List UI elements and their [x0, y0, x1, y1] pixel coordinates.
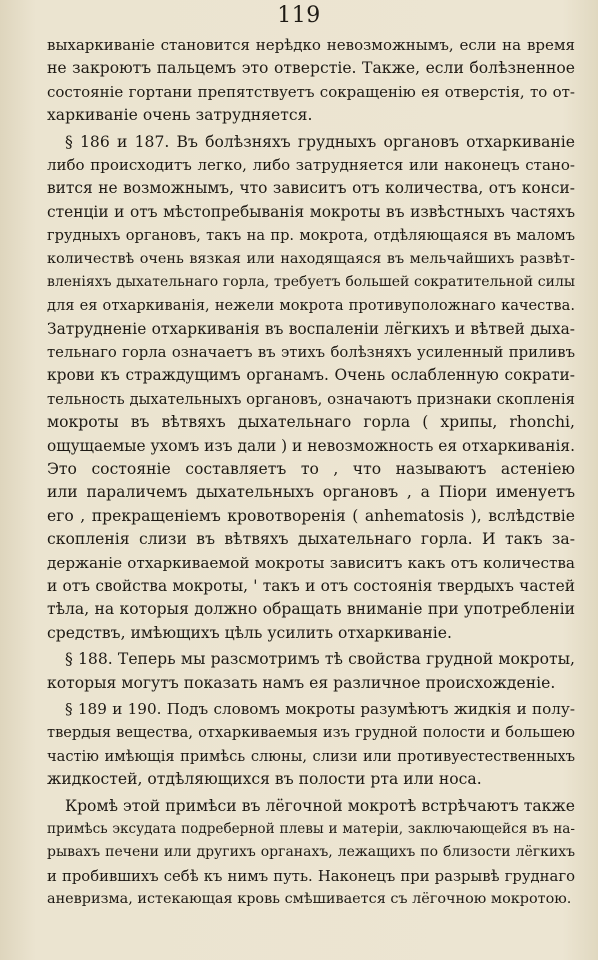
body-text: [47, 34, 575, 911]
text-line: не закроютъ пальцемъ это отверстіе. Также, если болѣзненное: [47, 59, 575, 78]
text-line: стенціи и отъ мѣстопребыванія мокроты въ извѣстныхъ частяхъ: [47, 202, 575, 221]
text-line: Затрудненіе отхаркиванія въ воспаленіи лёгкихъ и вѣтвей дыха-: [47, 319, 575, 338]
text-line: ощущаемые ухомъ изъ дали ) и невозможность ея отхаркиванія.: [47, 436, 575, 455]
text-line: либо происходитъ легко, либо затрудняется или наконецъ стано-: [47, 155, 575, 174]
text-line: рывахъ печени или другихъ органахъ, лежащихъ по близости лёгкихъ: [47, 844, 575, 861]
text-line: средствъ, имѣющихъ цѣль усилить отхаркиваніе.: [47, 623, 452, 642]
text-line: количествѣ очень вязкая или находящаяся въ мельчайшихъ развѣт-: [47, 250, 575, 267]
text-line: мокроты въ вѣтвяхъ дыхательнаго горла ( хрипы, rhonchi,: [47, 413, 575, 432]
text-line: Кромѣ этой примѣси въ лёгочной мокротѣ встрѣчаютъ также: [65, 796, 575, 815]
text-line: и отъ свойства мокроты, ' такъ и отъ состоянія твердыхъ частей: [47, 576, 575, 595]
text-line: держаніе отхаркиваемой мокроты зависитъ какъ отъ количества: [47, 553, 575, 572]
text-line: примѣсь эксудата подреберной плевы и матеріи, заключающейся въ на-: [47, 820, 575, 837]
text-line: § 188. Теперь мы разсмотримъ тѣ свойства грудной мокроты,: [65, 650, 575, 669]
text-line: § 189 и 190. Подъ словомъ мокроты разумѣютъ жидкія и полу-: [65, 699, 575, 718]
text-line: Это состояніе составляетъ то , что называютъ астеніею: [47, 460, 575, 479]
text-line: твердыя вещества, отхаркиваемыя изъ грудной полости и большею: [47, 724, 575, 742]
text-line: харкиваніе очень затрудняется.: [47, 106, 313, 125]
text-line: которыя могутъ показать намъ ея различное происхожденіе.: [47, 673, 556, 692]
text-line: вленіяхъ дыхательнаго горла, требуетъ большей сократительной силы: [47, 273, 575, 290]
text-line: § 186 и 187. Въ болѣзняхъ грудныхъ органовъ отхаркиваніе: [65, 132, 575, 151]
text-line: частію имѣющія примѣсь слюны, слизи или противуестественныхъ: [47, 747, 575, 765]
text-line: выхаркиваніе становится нерѣдко невозможнымъ, если на время: [47, 36, 575, 54]
text-line: состояніе гортани препятствуетъ сокращенію ея отверстія, то от-: [47, 82, 575, 101]
text-line: тельнаго горла означаетъ въ этихъ болѣзняхъ усиленный приливъ: [47, 344, 575, 362]
text-line: или параличемъ дыхательныхъ органовъ , а Піори именуетъ: [47, 483, 575, 502]
text-line: крови къ страждущимъ органамъ. Очень ослабленную сократи-: [47, 366, 575, 385]
page-number: 119: [277, 3, 321, 28]
text-line: вится не возможнымъ, что зависитъ отъ количества, отъ конси-: [47, 179, 575, 198]
text-line: жидкостей, отдѣляющихся въ полости рта или носа.: [47, 770, 482, 789]
text-line: и пробившихъ себѣ къ нимъ путь. Наконецъ при разрывѣ груднаго: [47, 867, 575, 885]
text-line: скопленія слизи въ вѣтвяхъ дыхательнаго горла. И такъ за-: [47, 530, 575, 549]
text-line: для ея отхаркиванія, нежели мокрота противуположнаго качества.: [47, 297, 575, 315]
text-line: грудныхъ органовъ, такъ на пр. мокрота, отдѣляющаяся въ маломъ: [47, 227, 575, 245]
text-line: тѣла, на которыя должно обращать вниманіе при употребленіи: [47, 600, 575, 619]
text-line: тельность дыхательныхъ органовъ, означаютъ признаки скопленія: [47, 390, 575, 408]
text-line: аневризма, истекающая кровь смѣшивается съ лёгочною мокротою.: [47, 891, 572, 908]
text-line: его , прекращеніемъ кровотворенія ( anhematosis ), вслѣдствіе: [47, 506, 575, 525]
